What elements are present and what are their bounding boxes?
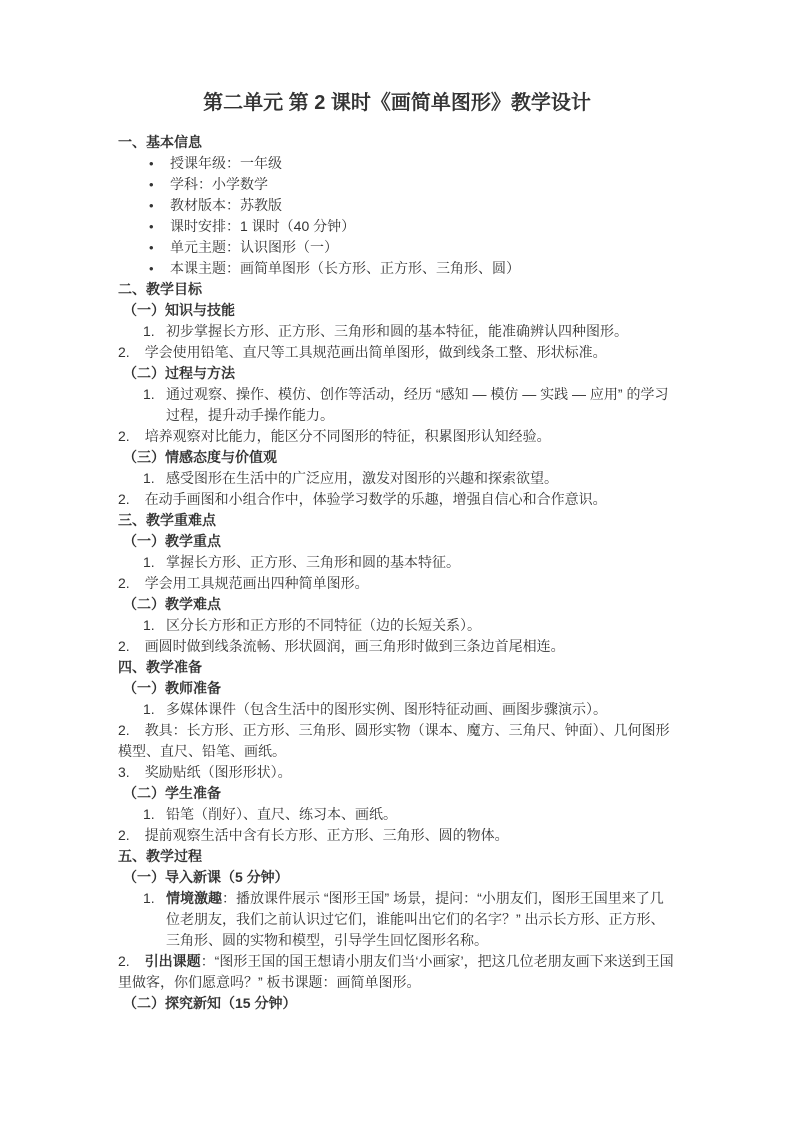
subsection-heading: （一）教学重点	[123, 533, 221, 549]
list-number: 2.	[118, 953, 130, 969]
list-number: 1.	[143, 470, 155, 486]
subsection-heading: （一）导入新课（5 分钟）	[123, 869, 289, 885]
list-number: 2.	[118, 491, 130, 507]
subsection-heading: （二）过程与方法	[123, 365, 235, 381]
document-title: 第二单元 第 2 课时《画简单图形》教学设计	[203, 92, 591, 114]
list-number: 1.	[143, 323, 155, 339]
bullet-item: • 授课年级：一年级	[118, 153, 676, 174]
bullet-icon: •	[149, 177, 154, 192]
list-number: 2.	[118, 638, 130, 654]
numbered-item: 1. 初步掌握长方形、正方形、三角形和圆的基本特征，能准确辨认四种图形。	[118, 321, 676, 342]
list-number: 3.	[118, 764, 130, 780]
numbered-item: 1. 区分长方形和正方形的不同特征（边的长短关系）。	[118, 615, 676, 636]
numbered-item: 1. 掌握长方形、正方形、三角形和圆的基本特征。	[118, 552, 676, 573]
numbered-item: 2. 提前观察生活中含有长方形、正方形、三角形、圆的物体。	[118, 827, 509, 843]
bullet-item: • 本课主题：画简单图形（长方形、正方形、三角形、圆）	[118, 258, 676, 279]
numbered-item: 2. 教具：长方形、正方形、三角形、圆形实物（课本、魔方、三角尺、钟面）、几何图形模型、直尺、铅笔、画纸。	[118, 722, 670, 759]
subsection-heading: （一）知识与技能	[123, 302, 235, 318]
numbered-item: 2. 引出课题：“图形王国的国王想请小朋友们当‘小画家’，把这几位老朋友画下来送到王国里做客，你们愿意吗？” 板书课题：画简单图形。	[118, 953, 674, 990]
list-number: 2.	[118, 428, 130, 444]
subsection-heading: （二）学生准备	[123, 785, 221, 801]
run-in-label: 引出课题	[144, 953, 201, 969]
run-in-label: 情境激趣	[166, 890, 222, 906]
bullet-icon: •	[149, 261, 154, 276]
list-number: 2.	[118, 827, 130, 843]
section-heading: 二、教学目标	[118, 281, 202, 297]
subsection-heading: （三）情感态度与价值观	[123, 449, 277, 465]
numbered-item: 2. 学会使用铅笔、直尺等工具规范画出简单图形，做到线条工整、形状标准。	[118, 344, 607, 360]
list-number: 1.	[143, 554, 155, 570]
list-number: 1.	[143, 701, 155, 717]
bullet-icon: •	[149, 156, 154, 171]
subsection-heading: （一）教师准备	[123, 680, 221, 696]
numbered-item: 1. 多媒体课件（包含生活中的图形实例、图形特征动画、画图步骤演示）。	[118, 699, 676, 720]
numbered-item: 1. 感受图形在生活中的广泛应用，激发对图形的兴趣和探索欲望。	[118, 468, 676, 489]
numbered-item: 2. 画圆时做到线条流畅、形状圆润，画三角形时做到三条边首尾相连。	[118, 638, 565, 654]
list-number: 1.	[143, 890, 155, 906]
bullet-item: • 学科：小学数学	[118, 174, 676, 195]
bullet-item: • 单元主题：认识图形（一）	[118, 237, 676, 258]
bullet-item: • 教材版本：苏教版	[118, 195, 676, 216]
section-heading: 五、教学过程	[118, 848, 202, 864]
list-number: 1.	[143, 617, 155, 633]
list-number: 1.	[143, 386, 155, 402]
section-heading: 四、教学准备	[118, 659, 202, 675]
numbered-item: 2. 在动手画图和小组合作中，体验学习数学的乐趣，增强自信心和合作意识。	[118, 491, 607, 507]
list-number: 2.	[118, 575, 130, 591]
bullet-item: • 课时安排：1 课时（40 分钟）	[118, 216, 676, 237]
numbered-item: 1. 铅笔（削好）、直尺、练习本、画纸。	[118, 804, 676, 825]
bullet-icon: •	[149, 198, 154, 213]
list-number: 2.	[118, 722, 130, 738]
numbered-item: 2. 学会用工具规范画出四种简单图形。	[118, 575, 369, 591]
bullet-icon: •	[149, 240, 154, 255]
list-number: 1.	[143, 806, 155, 822]
numbered-item: 2. 培养观察对比能力，能区分不同图形的特征，积累图形认知经验。	[118, 428, 551, 444]
bullet-icon: •	[149, 219, 154, 234]
numbered-item: 1. 情境激趣：播放课件展示 “图形王国” 场景，提问：“小朋友们，图形王国里来了几位老朋友，我们之前认识过它们，谁能叫出它们的名字？” 出示长方形、正方形、三角形、圆的实物和模型，引导学生回忆图形名称。	[143, 890, 665, 948]
numbered-item: 3. 奖励贴纸（图形形状）。	[118, 764, 292, 780]
section-heading: 三、教学重难点	[118, 512, 216, 528]
subsection-heading: （二）探究新知（15 分钟）	[123, 995, 297, 1011]
document-body	[118, 132, 676, 1014]
list-number: 2.	[118, 344, 130, 360]
numbered-item: 1. 通过观察、操作、模仿、创作等活动，经历 “感知 — 模仿 — 实践 — 应用” 的学习过程，提升动手操作能力。	[143, 386, 669, 423]
section-heading: 一、基本信息	[118, 134, 202, 150]
subsection-heading: （二）教学难点	[123, 596, 221, 612]
